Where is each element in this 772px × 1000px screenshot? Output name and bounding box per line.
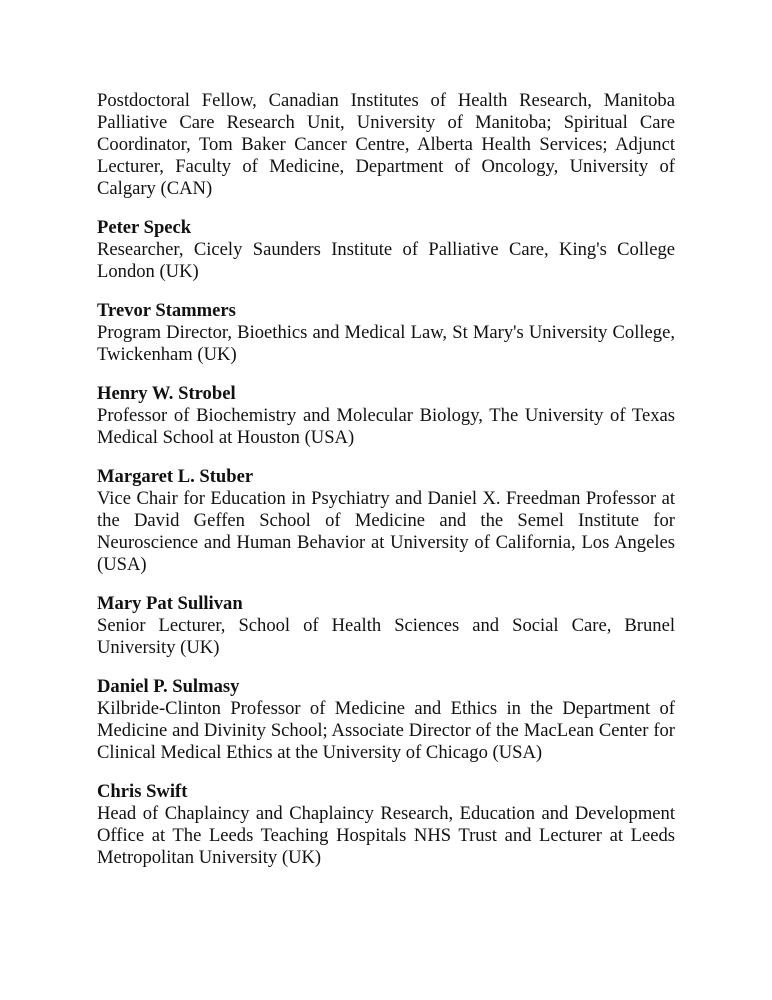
contributor-entry bbox=[97, 383, 675, 449]
contributor-entry bbox=[97, 781, 675, 869]
contributor-affiliation: Professor of Biochemistry and Molecular Biology, The University of Texas Medical School at Houston (USA) bbox=[97, 405, 675, 448]
contributor-affiliation: Head of Chaplaincy and Chaplaincy Research, Education and Development Office at The Leeds Teaching Hospitals NHS Trust and Lecturer at Leeds Metropolitan University (UK) bbox=[97, 803, 675, 868]
contributor-name: Mary Pat Sullivan bbox=[97, 593, 243, 614]
contributor-affiliation: Program Director, Bioethics and Medical Law, St Mary's University College, Twickenham (UK) bbox=[97, 322, 675, 365]
continued-affiliation-text: Postdoctoral Fellow, Canadian Institutes of Health Research, Manitoba Palliative Care Research Unit, University of Manitoba; Spiritual Care Coordinator, Tom Baker Cancer Centre, Alberta Health Services; Adjunct Lecturer, Faculty of Medicine, Department of Oncology, University of Calgary (CAN) bbox=[97, 90, 675, 199]
contributor-entry bbox=[97, 676, 675, 764]
contributor-entry bbox=[97, 217, 675, 283]
contributor-entry bbox=[97, 300, 675, 366]
contributor-affiliation: Kilbride-Clinton Professor of Medicine and Ethics in the Department of Medicine and Divinity School; Associate Director of the MacLean Center for Clinical Medical Ethics at the University of Chicago (USA) bbox=[97, 698, 675, 763]
contributor-name: Daniel P. Sulmasy bbox=[97, 676, 240, 697]
contributor-affiliation: Researcher, Cicely Saunders Institute of Palliative Care, King's College London (UK) bbox=[97, 239, 675, 282]
contributor-entry bbox=[97, 593, 675, 659]
contributor-name: Henry W. Strobel bbox=[97, 383, 236, 404]
document-page bbox=[97, 90, 675, 886]
contributor-name: Chris Swift bbox=[97, 781, 188, 802]
contributor-name: Peter Speck bbox=[97, 217, 192, 238]
contributor-name: Margaret L. Stuber bbox=[97, 466, 254, 487]
contributor-affiliation: Senior Lecturer, School of Health Sciences and Social Care, Brunel University (UK) bbox=[97, 615, 675, 658]
contributor-entry bbox=[97, 466, 675, 576]
contributor-name: Trevor Stammers bbox=[97, 300, 236, 321]
contributor-affiliation: Vice Chair for Education in Psychiatry and Daniel X. Freedman Professor at the David Geffen School of Medicine and the Semel Institute for Neuroscience and Human Behavior at University of California, Los Angeles (USA) bbox=[97, 488, 675, 575]
